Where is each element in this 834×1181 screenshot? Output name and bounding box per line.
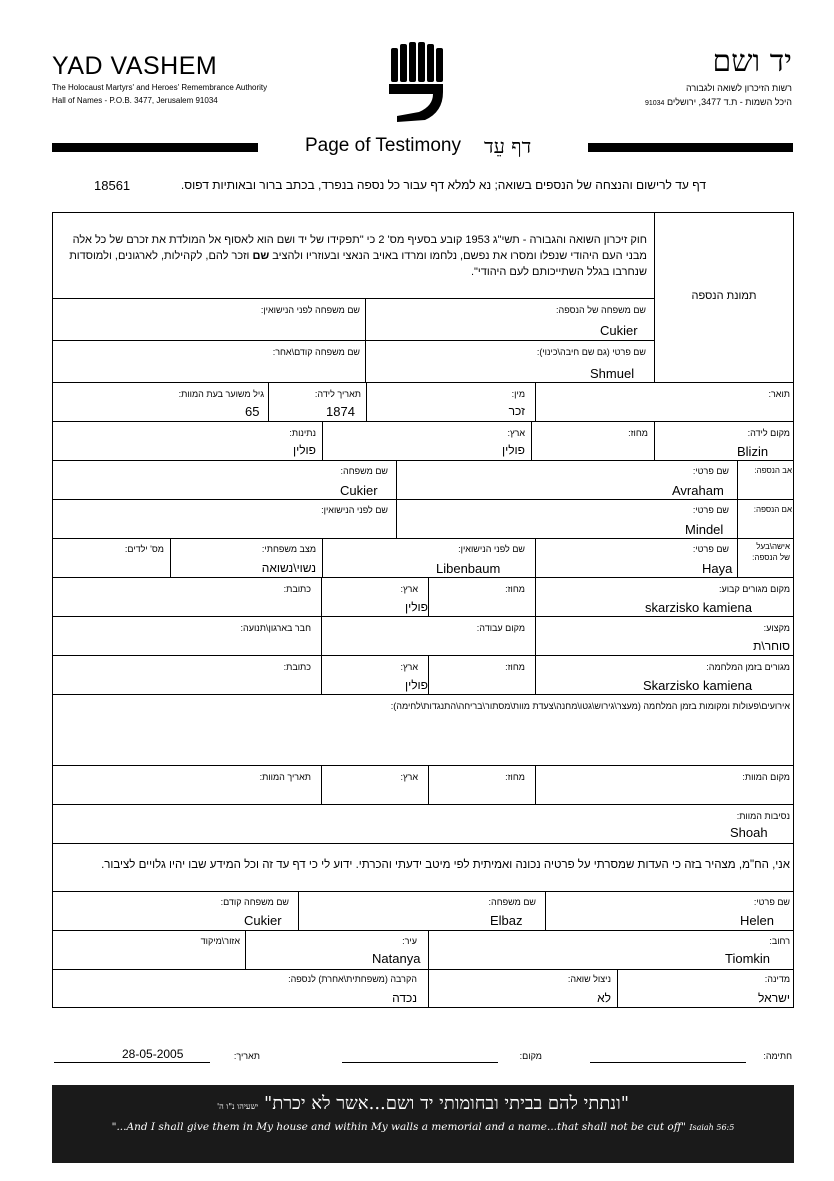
spouse-maiden[interactable]: Libenbaum	[436, 561, 501, 576]
law-text	[62, 232, 647, 280]
workplace-label: מקום עבודה:	[476, 623, 525, 633]
spouse-status-label: מצב משפחתי:	[261, 544, 316, 554]
spouse-first-label: שם פרטי:	[692, 544, 729, 554]
victim-title-label: תואר:	[768, 389, 790, 399]
signature-date-line[interactable]	[54, 1062, 210, 1063]
row-line-7	[52, 538, 794, 539]
victim-nationality-label: נתינות:	[289, 428, 316, 438]
victim-birth-date[interactable]: 1874	[326, 404, 355, 419]
instruction-text: דף עד לרישום והנצחה של הנספים בשואה; נא למלא דף עבור כל נספה בנפרד, בכתב ברור ובאותיות דפוס.	[180, 178, 706, 192]
footer-quote-en	[52, 1121, 794, 1133]
org-subtitle-he: רשות הזיכרון לשואה ולגבורה	[685, 83, 792, 93]
victim-first-name-label: שם פרטי (גם שם חיבה\כינוי):	[536, 347, 646, 357]
row-line-4	[52, 421, 794, 422]
yad-vashem-logo	[385, 40, 449, 125]
photo-divider	[654, 212, 655, 382]
residence-place[interactable]: skarzisko kamiena	[645, 600, 752, 615]
org-name-en: YAD VASHEM	[52, 52, 218, 80]
divider-s3b	[428, 969, 429, 1008]
row-line-14	[52, 843, 794, 844]
divider-r8c	[321, 577, 322, 616]
submitter-prev-label: שם משפחה קודם:	[220, 897, 289, 907]
row-line-2	[52, 340, 654, 341]
divider-r2	[365, 298, 366, 382]
father-first[interactable]: Avraham	[672, 483, 724, 498]
footer-quote-en-text: "...And I shall give them in My house and within My walls a memorial and a name...that shall not be cut off"	[111, 1121, 686, 1133]
mother-first[interactable]: Mindel	[685, 522, 724, 537]
victim-maiden-label: שם משפחה לפני הנישואין:	[260, 305, 360, 315]
submitter-survivor[interactable]: לא	[597, 991, 611, 1005]
residence-country[interactable]: פולין	[404, 600, 428, 614]
spouse-first[interactable]: Haya	[702, 561, 733, 576]
divider-r7a	[535, 538, 536, 577]
victim-last-name-label: שם משפחה של הנספה:	[555, 305, 646, 315]
page-title-he: דף עֵד	[484, 134, 532, 158]
org-name-he: יד ושם	[712, 44, 792, 79]
divider-r7b	[322, 538, 323, 577]
form-instruction	[181, 178, 706, 192]
divider-s1b	[298, 891, 299, 930]
victim-birth-place-label: מקום לידה:	[747, 428, 790, 438]
divider-r10a	[535, 655, 536, 694]
row-line-12	[52, 765, 794, 766]
death-date-label: תאריך המוות:	[259, 772, 311, 782]
row-line-8	[52, 577, 794, 578]
spouse-maiden-label: שם לפני הנישואין:	[458, 544, 525, 554]
victim-birth-place[interactable]: Blizin	[737, 444, 769, 459]
signature-label: חתימה:	[763, 1051, 792, 1061]
divider-r3b	[268, 382, 269, 421]
submitter-zip-label: אזור\מיקוד	[200, 936, 240, 946]
wartime-country-label: ארץ:	[400, 662, 418, 672]
divider-r3c	[366, 382, 367, 421]
footer-quote-he-ref: ישעיהו נ"ו ה'	[216, 1102, 259, 1111]
mother-first-label: שם פרטי:	[692, 505, 729, 515]
father-last-label: שם משפחה:	[340, 466, 388, 476]
victim-nationality[interactable]: פולין	[292, 443, 316, 457]
residence-place-label: מקום מגורים קבוע:	[718, 584, 790, 594]
footer-quote-he-text: "ונתתי להם בביתי ובחומותי יד ושם...אשר לא יכרת"	[263, 1093, 630, 1114]
submitter-first[interactable]: Helen	[740, 913, 774, 928]
divider-r5a	[737, 460, 738, 577]
title-bar-right	[588, 143, 793, 152]
divider-s3a	[617, 969, 618, 1008]
submitter-street[interactable]: Tiomkin	[725, 951, 771, 966]
law-bottom-line	[52, 298, 654, 299]
row-line-17	[52, 969, 794, 970]
divider-r8b	[428, 577, 429, 616]
divider-r8a	[535, 577, 536, 616]
divider-r12c	[321, 765, 322, 804]
law-text-main: חוק זיכרון השואה והגבורה - תשי"ג 1953 קובע בסעיף מס' 2 כי "תפקידו של יד ושם הוא לאסוף אל המולדת את זכרם של כל אלה מבני העם היהודי שנפלו ומסרו את נפשם, נלחמו ומרדו באויב הנאצי ובעוזריו ולהציב	[72, 234, 647, 262]
residence-country-label: ארץ:	[400, 584, 418, 594]
organization-label: חבר בארגון\תנועה:	[240, 623, 311, 633]
divider-s2b	[245, 930, 246, 969]
org-address-he	[645, 97, 792, 107]
declaration-text: אני, הח"מ, מצהיר בזה כי העדות שמסרתי על פרטיה נכונה ואמיתית לפי מיטב ידעתי והכרתי. ידוע לי כי דף עד זה וכל המידע שבו יהיו גלויים לציבור.	[101, 859, 790, 871]
mother-row-label: אם הנספה:	[753, 505, 792, 514]
title-bar-left	[52, 143, 258, 152]
signature-place-line[interactable]	[342, 1062, 498, 1063]
footer-quote-he	[52, 1093, 794, 1114]
divider-r4a	[654, 421, 655, 460]
divider-s1a	[545, 891, 546, 930]
submitter-country-label: מדינה:	[764, 974, 790, 984]
profession-label: מקצוע:	[763, 623, 790, 633]
residence-district-label: מחוז:	[505, 584, 525, 594]
divider-s2a	[428, 930, 429, 969]
wartime-place-label: מגורים בזמן המלחמה:	[706, 662, 790, 672]
submitter-street-label: רחוב:	[769, 936, 790, 946]
page-title-en: Page of Testimony	[305, 135, 461, 156]
death-district-label: מחוז:	[505, 772, 525, 782]
spouse-status[interactable]: נשוי\נשואה	[261, 561, 316, 575]
row-line-15	[52, 891, 794, 892]
victim-prev-name-label: שם משפחה קודם\אחר:	[272, 347, 360, 357]
mother-maiden-label: שם לפני הנישואין:	[321, 505, 388, 515]
death-circumstances-label: נסיבות המוות:	[736, 811, 790, 821]
death-country-label: ארץ:	[400, 772, 418, 782]
row-line-3	[52, 382, 794, 383]
profession[interactable]: סוחר\ת	[753, 639, 790, 653]
signature-date-label: תאריך:	[233, 1051, 260, 1061]
spouse-row-label-2: של הנספה:	[752, 553, 790, 562]
submitter-relation[interactable]: נכדה	[392, 991, 417, 1005]
victim-age-label: גיל משוער בעת המוות:	[178, 389, 264, 399]
submitter-country[interactable]: ישראל	[758, 991, 790, 1005]
divider-r7c	[170, 538, 171, 577]
row-line-13	[52, 804, 794, 805]
wartime-district-label: מחוז:	[505, 662, 525, 672]
divider-r4b	[531, 421, 532, 460]
divider-r4c	[322, 421, 323, 460]
org-subtitle-en: The Holocaust Martyrs' and Heroes' Remembrance Authority	[52, 83, 268, 92]
org-address-en: Hall of Names - P.O.B. 3477, Jerusalem 91034	[52, 96, 218, 105]
father-last[interactable]: Cukier	[340, 483, 378, 498]
photo-label: תמונת הנספה	[691, 290, 757, 302]
row-line-6	[52, 499, 794, 500]
divider-r10b	[428, 655, 429, 694]
victim-district-label: מחוז:	[628, 428, 648, 438]
victim-gender[interactable]: זכר	[508, 404, 525, 418]
divider-r12a	[535, 765, 536, 804]
submitter-survivor-label: ניצול שואה:	[567, 974, 611, 984]
events-label: אירועים\פעולות ומקומות בזמן המלחמה (מעצר\גירוש\גטו\מחנה\צעדת מוות\מסתור\בריחה\התנגדות\לחימה):	[390, 701, 790, 711]
victim-country[interactable]: פולין	[501, 443, 525, 457]
spouse-children-label: מס' ילדים:	[124, 544, 164, 554]
divider-r5b	[396, 460, 397, 538]
submitter-first-label: שם פרטי:	[753, 897, 790, 907]
submitter-last[interactable]: Elbaz	[490, 913, 523, 928]
divider-r12b	[428, 765, 429, 804]
submitter-city[interactable]: Natanya	[372, 951, 421, 966]
signature-date[interactable]: 28-05-2005	[122, 1047, 184, 1061]
spouse-row-label-1: אישה\בעל	[756, 542, 790, 551]
signature-place-label: מקום:	[519, 1051, 542, 1061]
org-zip-he: 91034	[644, 100, 665, 107]
submitter-relation-label: הקרבה (משפחתית\אחרת) לנספה:	[288, 974, 417, 984]
father-row-label: אב הנספה:	[754, 466, 792, 475]
divider-r10c	[321, 655, 322, 694]
submitter-last-label: שם משפחה:	[488, 897, 536, 907]
divider-r9b	[321, 616, 322, 655]
law-text-end: וזכר להם, לקהילות, לארגונים, ולמוסדות שנחרבו בגלל השתייכותם לעם היהודי".	[69, 250, 647, 278]
victim-first-name[interactable]: Shmuel	[590, 366, 635, 381]
divider-r3a	[535, 382, 536, 421]
submitter-city-label: עיר:	[402, 936, 417, 946]
wartime-place[interactable]: Skarzisko kamiena	[643, 678, 753, 693]
form-number: 18561	[94, 178, 131, 193]
father-first-label: שם פרטי:	[692, 466, 729, 476]
row-line-16	[52, 930, 794, 931]
death-circumstances[interactable]: Shoah	[730, 825, 768, 840]
residence-address-label: כתובת:	[283, 584, 311, 594]
wartime-country[interactable]: פולין	[404, 678, 428, 692]
divider-r9a	[535, 616, 536, 655]
row-line-5	[52, 460, 794, 461]
submitter-prev[interactable]: Cukier	[244, 913, 282, 928]
victim-country-label: ארץ:	[507, 428, 525, 438]
row-line-11	[52, 694, 794, 695]
row-line-10	[52, 655, 794, 656]
victim-birth-date-label: תאריך לידה:	[314, 389, 361, 399]
wartime-address-label: כתובת:	[283, 662, 311, 672]
death-place-label: מקום המוות:	[742, 772, 790, 782]
footer-quote-en-ref: Isaiah 56:5	[689, 1123, 735, 1132]
victim-last-name[interactable]: Cukier	[600, 323, 638, 338]
victim-age[interactable]: 65	[245, 404, 260, 419]
org-address-he-text: היכל השמות - ת.ד 3477, ירושלים	[666, 97, 792, 107]
signature-line[interactable]	[590, 1062, 746, 1063]
victim-gender-label: מין:	[511, 389, 525, 399]
law-text-bold: שם	[252, 250, 270, 262]
row-line-9	[52, 616, 794, 617]
